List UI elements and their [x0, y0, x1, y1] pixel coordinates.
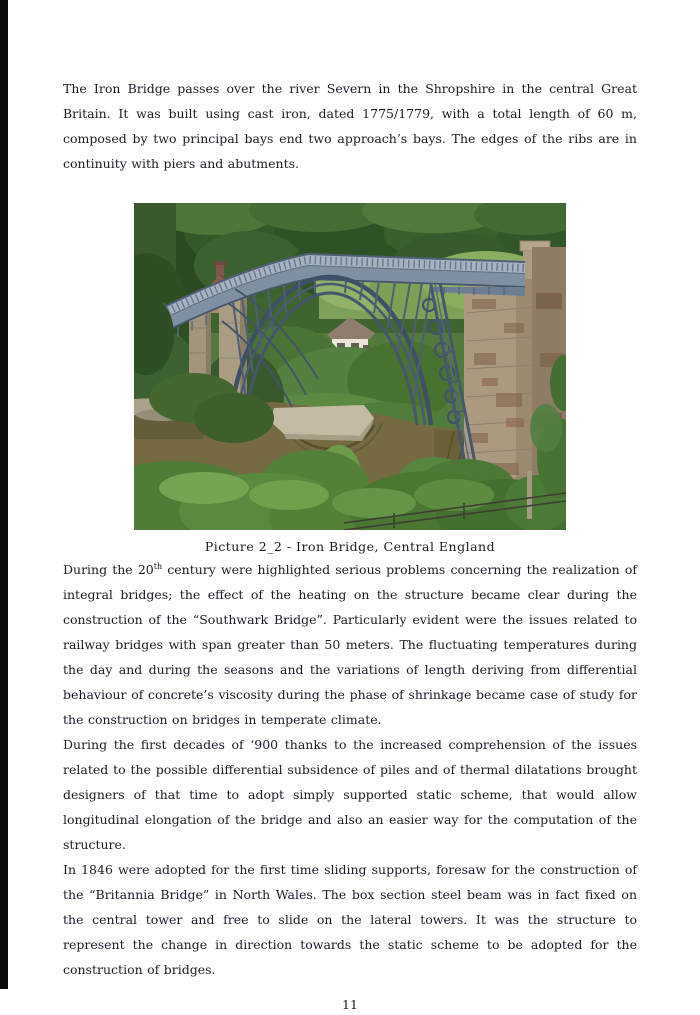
- paragraph-text-segment: century were highlighted serious problems concerning the realization of integral bridges; the effect of the heating on the structure became clear during the construction of the “Southwark Bridge”. Particularly evident were the issues related to railway bridges with span greater than 50 meters. The fluctuating temperatures during the day and during the seasons and the variations of length deriving from differential behaviour of concrete’s viscosity during the phase of shrinkage became case of study for the construction on bridges in temperate climate.: [63, 562, 638, 727]
- scan-edge-strip: [0, 0, 8, 989]
- paragraph-text-segment: During the 20: [63, 562, 154, 577]
- figure-caption: Picture 2_2 - Iron Bridge, Central England: [204, 539, 496, 554]
- paragraph-1846: In 1846 were adopted for the first time sliding supports, foresaw for the construction of the “Britannia Bridge” in North Wales. The box section steel beam was in fact fixed on the central tower and free to slide on the lateral towers. It was the structure to represent the change in direction towards the static scheme to be adopted for the construction of bridges.: [63, 862, 637, 977]
- figure-iron-bridge: [63, 203, 637, 557]
- iron-bridge-photo: [134, 203, 566, 530]
- page-number: 11: [342, 997, 358, 1012]
- concrete-pier-base: [270, 405, 374, 441]
- paragraph-iron-bridge: The Iron Bridge passes over the river Severn in the Shropshire in the central Great Britain. It was built using cast iron, dated 1775/1779, with a total length of 60 m, composed by two principal bays end two approach’s bays. The edges of the ribs are in continuity with piers and abutments.: [63, 81, 637, 171]
- paragraph-20th-century: [63, 557, 637, 732]
- page-content: [63, 0, 637, 1015]
- superscript-th: th: [153, 561, 163, 571]
- paragraph-first-decades: During the first decades of ‘900 thanks to the increased comprehension of the issues related to the possible differential subsidence of piles and of thermal dilatations brought designers of that time to adopt simply supported static scheme, that would allow longitudinal elongation of the bridge and also an easier way for the computation of the structure.: [63, 737, 637, 852]
- iron-bridge-photo-illustration: [134, 203, 566, 530]
